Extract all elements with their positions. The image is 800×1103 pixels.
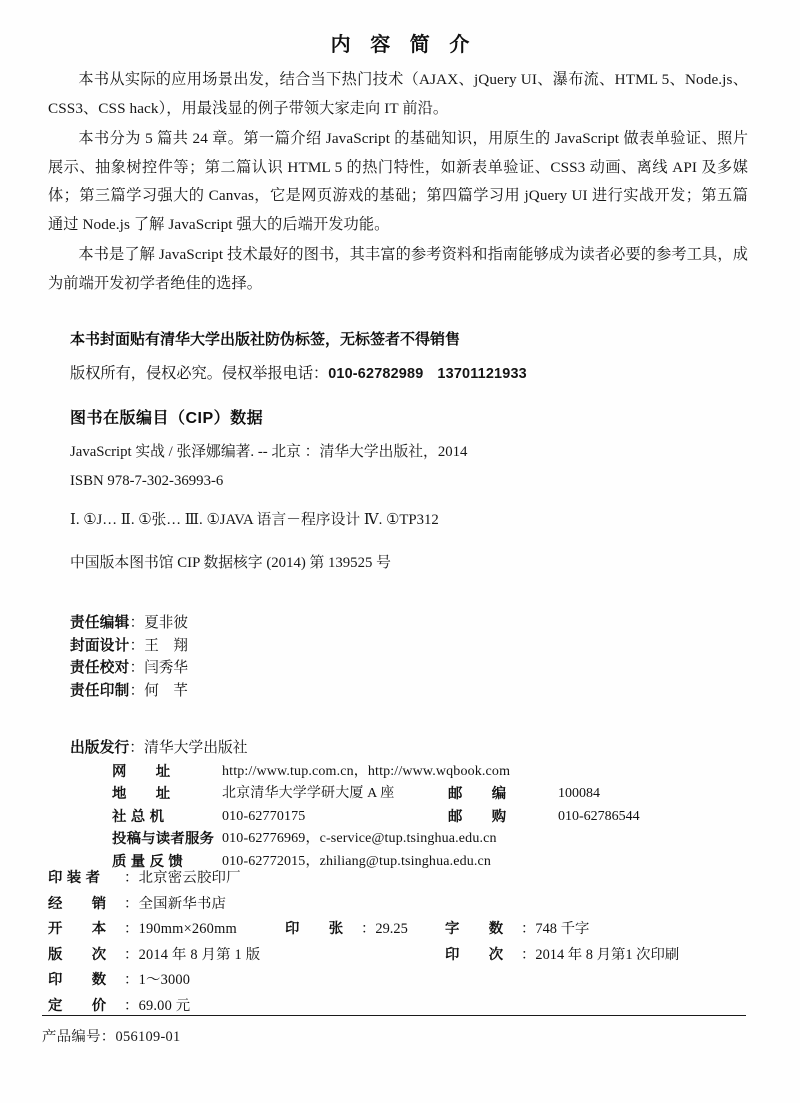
row-value: 010-62776969，c-service@tup.tsinghua.edu.cn (222, 831, 497, 847)
publisher-colon: ： (129, 740, 145, 756)
publisher-label: 出版发行 (70, 740, 130, 756)
staff-value: 何 芊 (144, 682, 188, 699)
staff-label: 责任校对 (70, 660, 130, 676)
staff-label: 责任编辑 (70, 615, 130, 631)
publisher-row-switchboard (70, 806, 760, 828)
publisher-row-address (70, 783, 760, 805)
row-label: 地 址 (112, 786, 171, 803)
publisher-row-website (70, 761, 760, 783)
publisher-row-reader-service (70, 828, 760, 850)
staff-row (70, 657, 188, 680)
product-number-label: 产品编号： (42, 1029, 116, 1045)
staff-colon: ： (129, 637, 145, 654)
cip-lines (70, 438, 750, 496)
copyright-notice-block (70, 325, 750, 389)
staff-row (70, 635, 188, 658)
spec-label: 定 价 (48, 997, 107, 1014)
publisher-name: 清华大学出版社 (144, 740, 248, 756)
row-value: 010-62770175 (222, 808, 306, 824)
product-number-value: 056109-01 (115, 1029, 181, 1045)
row-value: 010-62772015，zhiliang@tup.tsinghua.edu.cn (222, 853, 492, 869)
row-label: 社 总 机 (112, 808, 165, 825)
spec-colon: ： (361, 921, 376, 938)
spec-value (124, 866, 241, 887)
intro-paragraph-1: 本书从实际的应用场景出发，结合当下热门技术（AJAX、jQuery UI、瀑布流、HTML 5、Node.js、CSS3、CSS hack），用最浅显的例子带领大家走向 IT 前沿。 (48, 71, 748, 117)
spec-value-3 (521, 917, 589, 938)
row-label-secondary: 邮 编 (448, 786, 507, 803)
copyright-report-prefix: 版权所有，侵权必究。侵权举报电话： (70, 365, 329, 382)
row-value: http://www.tup.com.cn，http://www.wqbook.com (222, 764, 511, 779)
spec-label: 印 装 者 (48, 870, 101, 886)
row-label: 投稿与读者服务 (112, 831, 215, 848)
cip-verification-line: 中国版本图书馆 CIP 数据核字 (2014) 第 139525 号 (70, 555, 391, 571)
spec-value-text: 2014 年 8 月第1 次印刷 (535, 946, 680, 963)
spec-colon: ： (124, 921, 139, 938)
publisher-block (70, 737, 760, 873)
publisher-contact-rows (70, 761, 760, 873)
staff-row (70, 612, 188, 635)
spec-value-text: 1～3000 (138, 972, 191, 989)
cip-title-line: JavaScript 实战 / 张泽娜编著. -- 北京 ：清华大学出版社，2014 (70, 444, 468, 460)
intro-paragraph-2: 本书分为 5 篇共 24 章。第一篇介绍 JavaScript 的基础知识，用原生的 JavaScript 做表单验证、照片展示、抽象树控件等；第二篇认识 HTML 5 的热门特性，如新表单验证、CSS3 动画、离线 API 及多媒体；第三篇学习强大的 Canvas，它是网页游戏的基础；第四篇学习用 jQuery UI 进行实战开发；第五篇通过 Node.js 了解 JavaScript 强大的后端开发功能。 (48, 130, 748, 233)
report-phone-2: 13701121933 (437, 366, 527, 382)
row-label: 网 址 (112, 764, 171, 780)
copyright-report-line (70, 359, 750, 389)
staff-label: 责任印制 (70, 682, 130, 699)
spec-value-text: 190mm×260mm (138, 921, 237, 938)
staff-colon: ： (129, 615, 145, 631)
publisher-head-row (70, 737, 760, 760)
row-value-secondary: 010-62786544 (558, 808, 640, 824)
staff-row (70, 680, 188, 703)
spec-label: 经 销 (48, 895, 107, 912)
staff-value: 王 翔 (144, 637, 188, 654)
spec-value-3 (521, 943, 679, 964)
spec-value-text: 北京密云胶印厂 (138, 870, 241, 886)
spec-label-3: 印 次 (445, 946, 504, 963)
page-title: 内 容 简 介 (330, 34, 477, 56)
product-number-line (42, 1025, 181, 1046)
spec-value-2 (361, 917, 408, 938)
spec-value-text: 29.25 (375, 921, 408, 938)
intro-paragraph-3: 本书是了解 JavaScript 技术最好的图书，其丰富的参考资料和指南能够成为读者必要的参考工具，成为前端开发初学者绝佳的选择。 (48, 246, 748, 292)
spec-colon: ： (521, 921, 536, 938)
spec-value-text: 2014 年 8 月第 1 版 (138, 946, 261, 963)
specs-table (48, 866, 758, 1020)
spec-label: 开 本 (48, 921, 107, 938)
report-phone-1: 010-62782989 (328, 366, 424, 382)
anti-counterfeit-notice: 本书封面贴有清华大学出版社防伪标签，无标签者不得销售 (70, 331, 461, 348)
spec-value (124, 968, 190, 989)
spec-colon: ： (124, 972, 139, 989)
staff-value: 夏非彼 (144, 615, 188, 631)
spec-value (124, 994, 190, 1015)
row-label: 质 量 反 馈 (112, 853, 183, 870)
row-label-secondary: 邮 购 (448, 808, 507, 825)
cip-isbn-line: ISBN 978-7-302-36993-6 (70, 473, 224, 489)
spec-label: 印 数 (48, 972, 107, 989)
spec-value (124, 943, 260, 964)
staff-credits (70, 612, 188, 702)
cip-classification-line: Ⅰ. ①J… Ⅱ. ①张… Ⅲ. ①JAVA 语言－程序设计 Ⅳ. ①TP312 (70, 512, 439, 528)
spec-colon: ： (124, 997, 139, 1014)
spec-value-text: 全国新华书店 (138, 895, 227, 912)
staff-label: 封面设计 (70, 637, 130, 654)
row-value: 北京清华大学学研大厦 A 座 (222, 786, 395, 802)
spec-value-text: 69.00 元 (138, 997, 191, 1014)
spec-colon: ： (124, 946, 139, 963)
spec-row (48, 917, 758, 943)
spec-label-3: 字 数 (445, 921, 504, 938)
spec-row (48, 968, 758, 994)
spec-colon: ： (124, 870, 139, 886)
spec-value-text: 748 千字 (535, 921, 590, 938)
spec-row (48, 943, 758, 969)
spec-colon: ： (124, 895, 139, 912)
spec-label: 版 次 (48, 946, 107, 963)
staff-colon: ： (129, 660, 145, 676)
spec-label-2: 印 张 (285, 921, 344, 938)
footer-divider (42, 1015, 746, 1016)
spec-row (48, 892, 758, 918)
row-value-secondary: 100084 (558, 786, 600, 802)
spec-row (48, 866, 758, 892)
spec-value (124, 917, 237, 938)
staff-colon: ： (129, 682, 145, 699)
cip-heading: 图书在版编目（CIP）数据 (70, 410, 264, 427)
staff-value: 闫秀华 (144, 660, 188, 676)
spec-colon: ： (521, 946, 536, 963)
intro-section (48, 66, 748, 298)
spec-value (124, 892, 226, 913)
